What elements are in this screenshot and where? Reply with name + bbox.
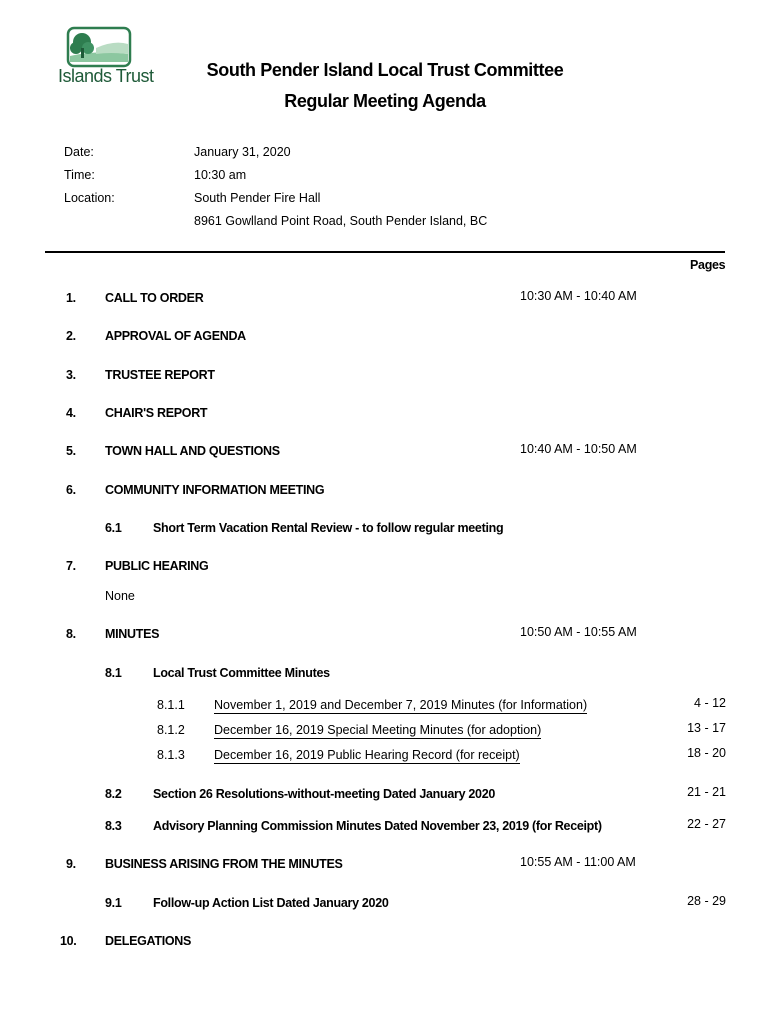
pages-column-label: Pages [690,258,726,272]
subitem-title: Short Term Vacation Rental Review - to follow regular meeting [153,521,504,535]
logo-wordmark: Islands Trust [58,66,154,86]
subitem-number: 8.3 [105,819,122,833]
header-divider [45,251,725,253]
minutes-link-special-meeting[interactable]: December 16, 2019 Special Meeting Minutes (for adoption) [214,723,542,737]
item-title: CHAIR'S REPORT [105,406,208,420]
item-number: 8. [66,627,76,641]
item-number: 2. [66,329,76,343]
page-subtitle: Regular Meeting Agenda [284,91,486,111]
location-line2: 8961 Gowlland Point Road, South Pender Island, BC [194,214,488,228]
time-value: 10:30 am [194,168,247,182]
minutes-link-nov-dec[interactable]: November 1, 2019 and December 7, 2019 Minutes (for Information) [214,698,588,712]
item-time: 10:55 AM - 11:00 AM [520,855,636,869]
subitem-number: 8.2 [105,787,122,801]
item-title: DELEGATIONS [105,934,192,948]
subitem-title: Follow-up Action List Dated January 2020 [153,896,389,910]
item-time: 10:50 AM - 10:55 AM [520,625,637,639]
item-number: 10. [60,934,77,948]
location-line1: South Pender Fire Hall [194,191,321,205]
item-title: APPROVAL OF AGENDA [105,329,246,343]
item-number: 4. [66,406,76,420]
item-title: MINUTES [105,627,160,641]
location-label: Location: [64,191,115,205]
subitem-title: Advisory Planning Commission Minutes Dated November 23, 2019 (for Receipt) [153,819,602,833]
page-range: 4 - 12 [694,696,726,710]
item-number: 9. [66,857,76,871]
page-range: 18 - 20 [687,746,726,760]
item-title: BUSINESS ARISING FROM THE MINUTES [105,857,343,871]
item-time: 10:40 AM - 10:50 AM [520,442,637,456]
item-title: CALL TO ORDER [105,291,204,305]
subitem-number: 9.1 [105,896,122,910]
subitem-title: Local Trust Committee Minutes [153,666,330,680]
page-range: 21 - 21 [687,785,726,799]
date-value: January 31, 2020 [194,145,291,159]
item-title: COMMUNITY INFORMATION MEETING [105,483,325,497]
minutes-link-public-hearing[interactable]: December 16, 2019 Public Hearing Record (for receipt) [214,748,520,762]
subitem-number: 6.1 [105,521,122,535]
subitem-number: 8.1 [105,666,122,680]
item-number: 5. [66,444,76,458]
subsubitem-number: 8.1.1 [157,698,185,712]
item-number: 7. [66,559,76,573]
time-label: Time: [64,168,95,182]
page-range: 28 - 29 [687,894,726,908]
subitem-title: Section 26 Resolutions-without-meeting Dated January 2020 [153,787,496,801]
item-number: 6. [66,483,76,497]
page-title: South Pender Island Local Trust Committee [206,60,564,80]
date-label: Date: [64,145,94,159]
item-time: 10:30 AM - 10:40 AM [520,289,637,303]
item-number: 3. [66,368,76,382]
item-title: TOWN HALL AND QUESTIONS [105,444,280,458]
subsubitem-number: 8.1.2 [157,723,185,737]
item-title: PUBLIC HEARING [105,559,209,573]
item-title: TRUSTEE REPORT [105,368,215,382]
subsubitem-number: 8.1.3 [157,748,185,762]
item-note: None [105,589,135,603]
page-range: 22 - 27 [687,817,726,831]
page-range: 13 - 17 [687,721,726,735]
item-number: 1. [66,291,76,305]
